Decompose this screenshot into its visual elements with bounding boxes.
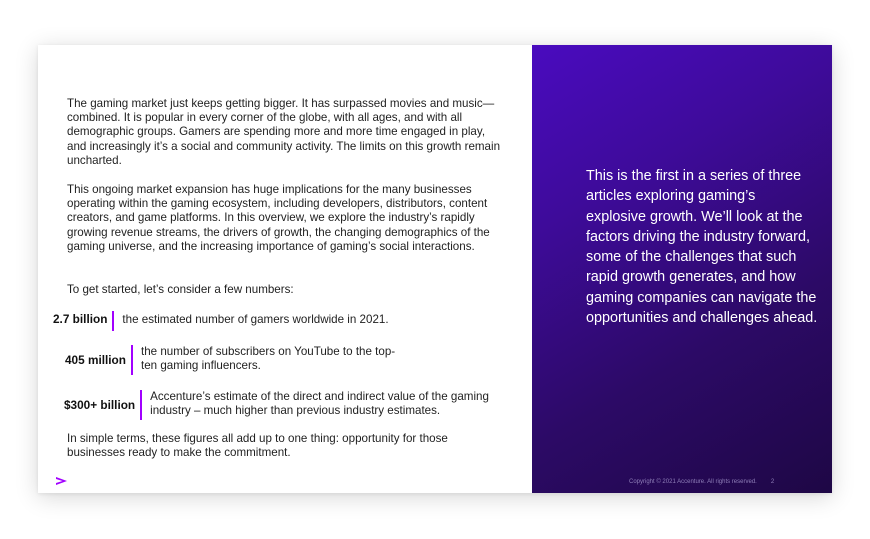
footer [629,479,774,485]
stat-value: $300+ billion [64,398,136,412]
stat-gamers [53,311,422,331]
copyright-text: Copyright © 2021 Accenture. All rights reserved. [629,479,757,485]
stat-value: 405 million [65,353,126,367]
stat-description: Accenture’s estimate of the direct and indirect value of the gaming industry – much higher than previous industry estimates. [150,390,489,418]
stat-description: the estimated number of gamers worldwide in 2021. [122,313,389,326]
stat-divider [140,390,142,420]
right-panel [532,45,832,493]
stat-description: the number of subscribers on YouTube to the top-ten gaming influencers. [140,345,396,373]
closing-paragraph: In simple terms, these figures all add up to one thing: opportunity for those businesses ready to make the commitment. [67,432,448,460]
stat-divider [131,345,133,375]
stat-value: 2.7 billion [53,312,108,326]
stat-industry-value [64,390,520,420]
implications-paragraph: This ongoing market expansion has huge implications for the many businesses operating within the gaming ecosystem, including developers, distributors, content creators, and game platforms. In this overview, we explore the industry’s rapidly growing revenue streams, the drivers of growth, the changing demographics of the gaming universe, and the increasing importance of gaming’s social interactions. [67,183,490,253]
stat-divider [112,311,114,331]
series-intro-quote: This is the first in a series of three articles exploring gaming’s explosive growth. We’ll look at the factors driving the industry forward, some of the challenges that such rapid growth generates, and how gaming companies can navigate the opportunities and challenges ahead. [586,168,818,327]
left-panel [38,45,532,493]
intro-paragraph: The gaming market just keeps getting bigger. It has surpassed movies and music—combined. It is popular in every corner of the globe, with all ages, and with all demographic groups. Gamers are spending more and more time engaged in play, and increasingly it’s a social and community activity. The limits on this growth remain uncharted. [67,97,501,167]
accenture-chevron-icon [55,474,69,488]
stat-subscribers [65,345,411,375]
page-number: 2 [770,479,775,485]
numbers-lead-in: To get started, let’s consider a few numbers: [67,283,294,296]
slide [38,45,832,493]
